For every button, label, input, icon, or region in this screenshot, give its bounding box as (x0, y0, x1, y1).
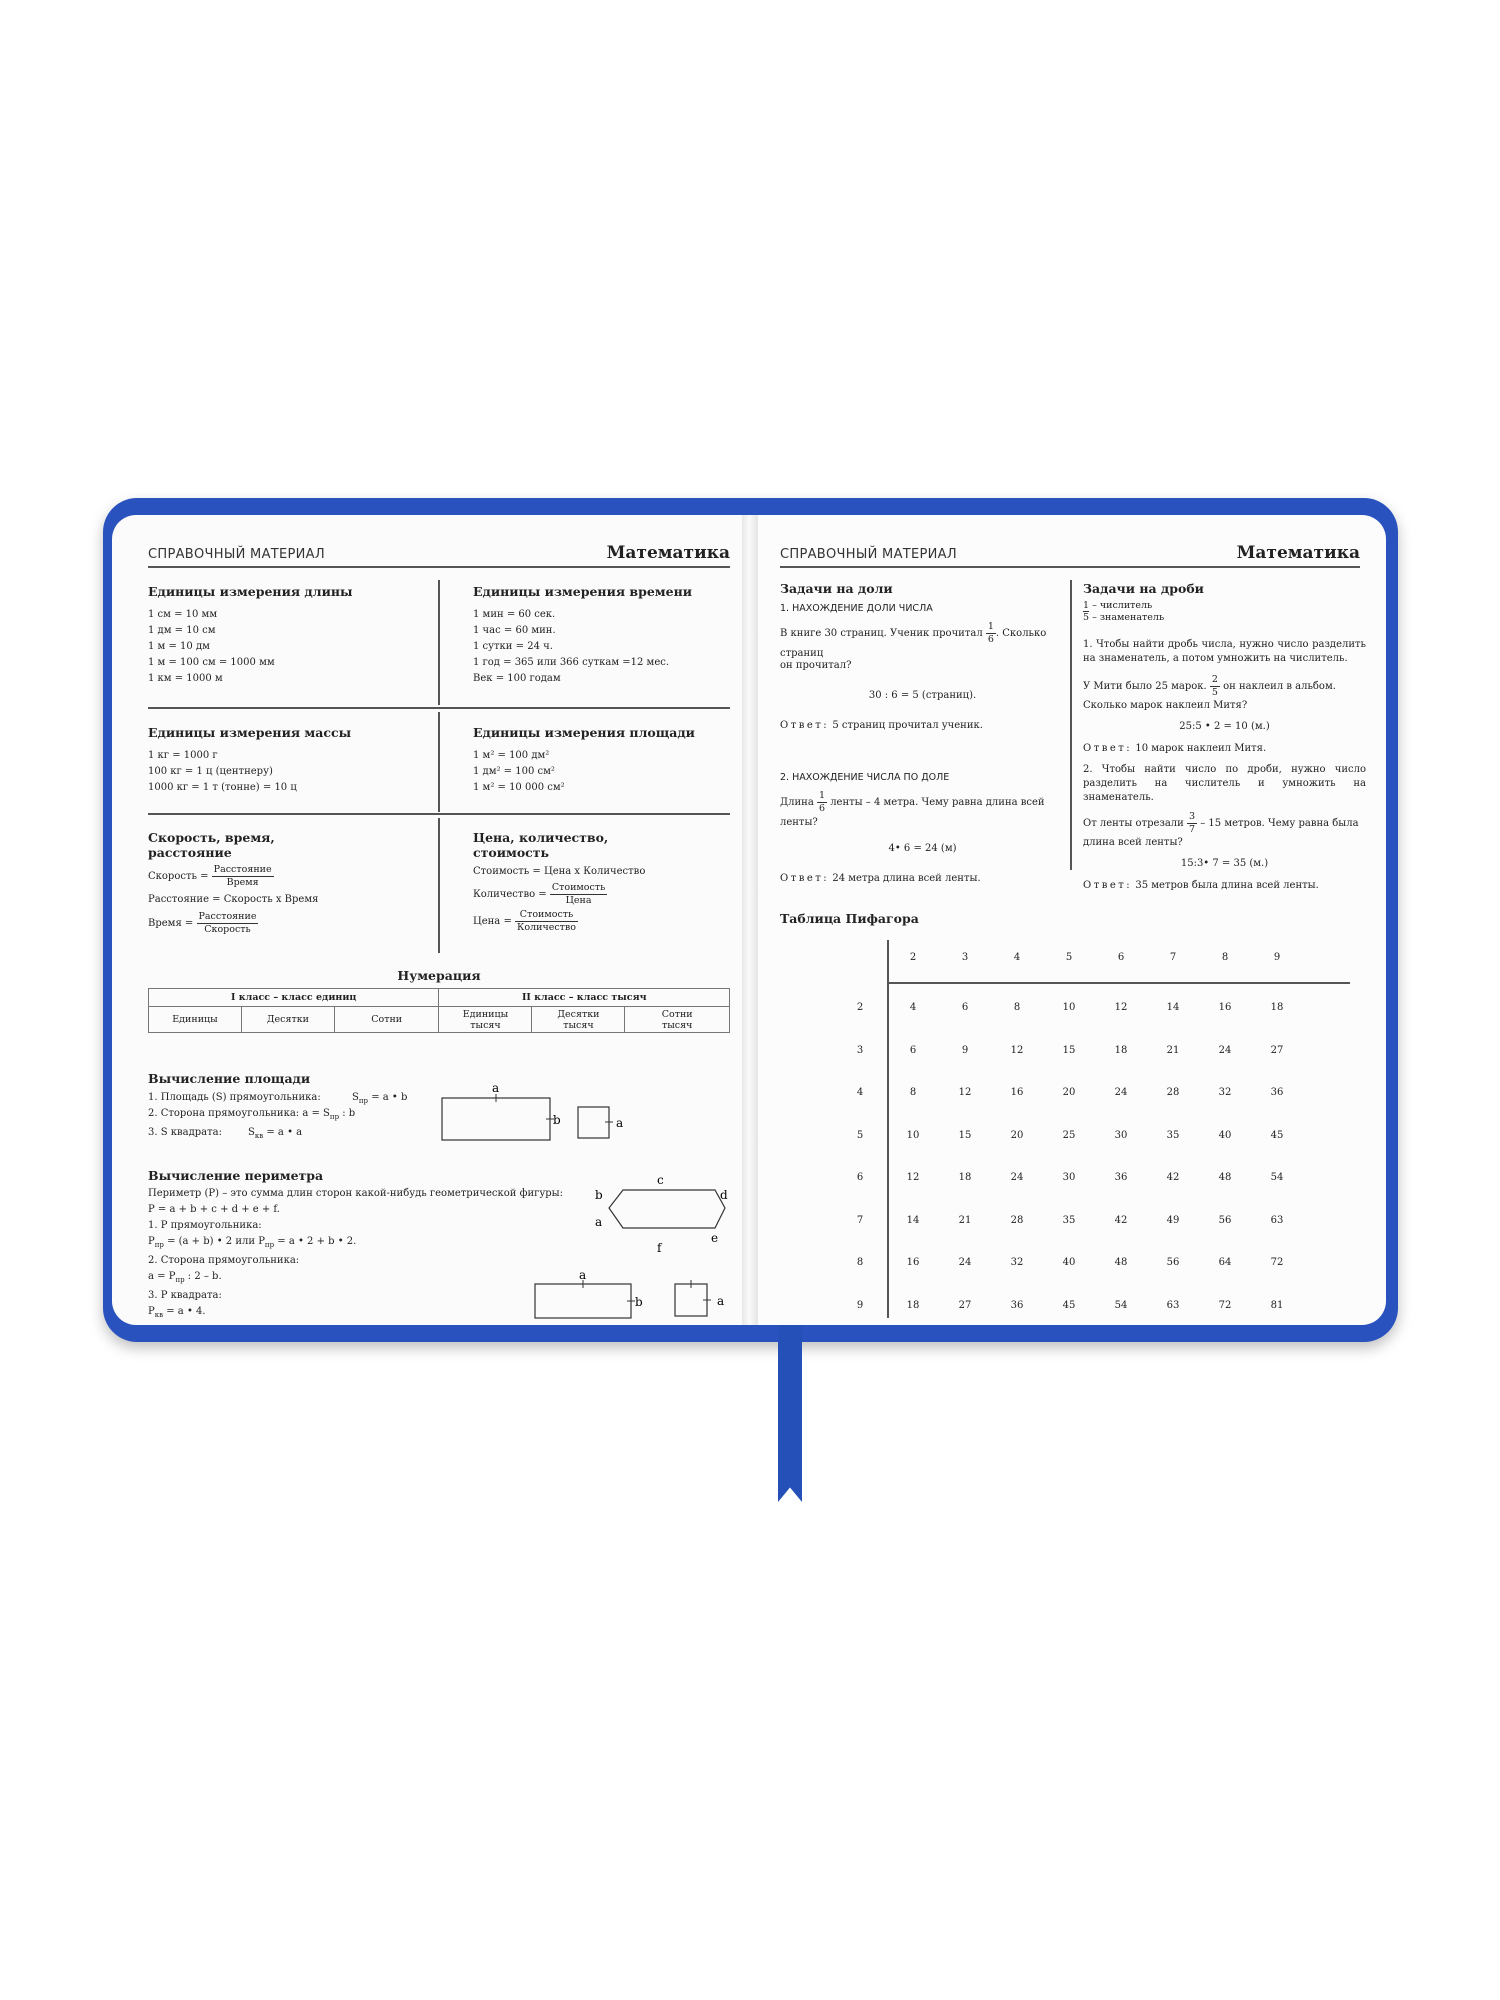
side-formula (148, 1269, 588, 1288)
symbol: P (148, 1306, 155, 1317)
quantity-formula (473, 882, 731, 907)
side-title: 2. Сторона прямоугольника: (148, 1255, 300, 1266)
product-cell: 42 (1166, 1172, 1180, 1183)
product-cell: 21 (1166, 1044, 1180, 1056)
fraction-legend (1083, 600, 1366, 624)
square-perimeter-formula (148, 1304, 588, 1323)
rank-cell: Десятки (241, 1007, 334, 1033)
product-cell: 12 (906, 1172, 920, 1183)
side-label: a (579, 1268, 587, 1282)
product-cell: 6 (961, 1002, 969, 1013)
rank-cell (439, 1007, 532, 1033)
text: a = P (148, 1271, 176, 1282)
unit-line: 1 сутки = 24 ч. (473, 641, 553, 652)
unit-line: 1 мин = 60 сек. (473, 609, 556, 620)
denominator: 6 (818, 803, 826, 814)
product-cell: 20 (1010, 1129, 1024, 1141)
formula-lhs: Цена = (473, 916, 512, 927)
problem-text (1083, 811, 1366, 850)
numerator: 1 (1083, 600, 1090, 611)
distance-formula: Расстояние = Скорость х Время (148, 894, 319, 905)
unit-line: 1000 кг = 1 т (тонне) = 10 ц (148, 782, 297, 793)
side-label: d (720, 1188, 728, 1202)
subsection-title: 1. НАХОЖДЕНИЕ ДОЛИ ЧИСЛА (780, 603, 933, 614)
fractions-block (1083, 581, 1366, 894)
product-cell: 10 (1062, 1002, 1076, 1013)
rectangle-shape (535, 1284, 631, 1318)
product-cell: 25 (1062, 1129, 1076, 1141)
side-label: b (635, 1295, 643, 1309)
product-cell: 18 (958, 1172, 972, 1183)
product-cell: 48 (1218, 1172, 1232, 1183)
fraction (197, 911, 259, 936)
text: 3. S квадрата: (148, 1127, 222, 1138)
text: = a • 2 + b • 2. (274, 1236, 357, 1247)
product-cell: 16 (1218, 1002, 1232, 1013)
subscript: кв (254, 1132, 264, 1140)
product-cell: 16 (1010, 1087, 1024, 1098)
product-cell: 21 (958, 1214, 972, 1226)
product-cell: 4 (909, 1002, 917, 1013)
unit-line: 1 дм = 10 см (148, 625, 216, 636)
section-title: Вычисление периметра (148, 1168, 324, 1183)
answer (780, 718, 1065, 734)
symbol: P (148, 1236, 155, 1247)
subscript: пр (264, 1241, 275, 1249)
denominator: Количество (517, 922, 577, 933)
unit-line: Век = 100 годам (473, 673, 561, 684)
formula-lhs: Время = (148, 918, 194, 929)
bookmark-ribbon[interactable] (778, 1320, 802, 1502)
product-cell: 30 (1114, 1129, 1128, 1141)
problem-text (780, 790, 1065, 831)
square-shape (675, 1284, 707, 1316)
side-label: a (717, 1294, 725, 1308)
denominator: 7 (1189, 824, 1196, 835)
product-cell: 36 (1010, 1299, 1024, 1311)
product-cell: 6 (909, 1044, 917, 1056)
area-calc-block (148, 1071, 448, 1141)
divider (438, 818, 440, 953)
right-header-rule (780, 566, 1360, 568)
rank-cell-line: Десятки (557, 1008, 600, 1020)
subscript: пр (154, 1241, 164, 1249)
speed-formula (148, 864, 428, 889)
legend-line (1083, 600, 1366, 612)
right-header-label: СПРАВОЧНЫЙ МАТЕРИАЛ (780, 547, 957, 562)
product-cell: 12 (958, 1087, 972, 1098)
section-title: Единицы измерения длины (148, 584, 353, 599)
fraction (817, 790, 827, 815)
subsection-title: 2. НАХОЖДЕНИЕ ЧИСЛА ПО ДОЛЕ (780, 772, 950, 783)
right-header-title: Математика (1236, 543, 1360, 563)
rank-cell: Единицы (149, 1007, 242, 1033)
text: = a • 4. (163, 1306, 206, 1317)
product-cell: 10 (906, 1129, 920, 1141)
row-header: 9 (856, 1299, 864, 1311)
cost-formula: Стоимость = Цена х Количество (473, 866, 646, 877)
solution: 25:5 • 2 = 10 (м.) (1179, 721, 1270, 732)
product-cell: 32 (1218, 1087, 1232, 1098)
side-label: e (711, 1231, 719, 1245)
definition: Периметр (P) – это сумма длин сторон какой-нибудь геометрической фигуры: (148, 1188, 563, 1199)
rank-cell: Сотни (334, 1007, 439, 1033)
text: 2. Сторона прямоугольника: a = S (148, 1108, 330, 1119)
area-units-block (473, 725, 731, 796)
product-cell: 24 (958, 1257, 972, 1268)
product-cell: 40 (1218, 1129, 1232, 1141)
price-formula (473, 909, 731, 934)
side-label: f (657, 1241, 662, 1255)
subscript: кв (154, 1311, 164, 1319)
text: – 15 метров. Чему равна была длина всей ленты? (1083, 818, 1359, 848)
square-perimeter-title: 3. P квадрата: (148, 1290, 222, 1301)
product-cell: 30 (1062, 1172, 1076, 1183)
numerator: Стоимость (551, 882, 606, 893)
column-header: 7 (1169, 952, 1177, 963)
product-cell: 64 (1218, 1257, 1232, 1268)
product-cell: 35 (1166, 1129, 1180, 1141)
rank-cell-line: Единицы (462, 1008, 509, 1020)
answer-label: Ответ: (780, 873, 830, 884)
rank-cell-line: тысяч (661, 1019, 693, 1031)
fraction (986, 621, 996, 646)
product-cell: 27 (958, 1299, 972, 1311)
row-header: 5 (856, 1129, 864, 1141)
perimeter-sum: P = a + b + c + d + e + f. (148, 1204, 280, 1215)
product-cell: 24 (1218, 1044, 1232, 1056)
table-axis-horizontal (887, 982, 1350, 984)
unit-line: 1 см = 10 мм (148, 609, 218, 620)
column-header: 6 (1117, 952, 1125, 963)
product-cell: 63 (1270, 1214, 1284, 1226)
time-units-block (473, 584, 731, 687)
text: = a • b (368, 1092, 408, 1103)
subscript: пр (175, 1276, 185, 1284)
section-rule (148, 707, 730, 709)
product-cell: 9 (961, 1044, 969, 1056)
text: ленты – 4 метра. Чему равна длина всей ленты? (780, 797, 1045, 828)
solution: 4• 6 = 24 (м) (888, 843, 957, 854)
product-cell: 36 (1114, 1172, 1128, 1183)
answer (1083, 878, 1366, 894)
side-label: c (657, 1173, 664, 1187)
square-area-line (148, 1125, 448, 1141)
product-cell: 28 (1166, 1087, 1180, 1098)
product-cell: 42 (1114, 1214, 1128, 1226)
product-cell: 15 (1062, 1044, 1076, 1056)
fraction (1187, 811, 1197, 836)
answer-label: Ответ: (1083, 880, 1133, 891)
product-cell: 35 (1062, 1214, 1076, 1226)
numeration-table (148, 988, 730, 1033)
product-cell: 16 (906, 1257, 920, 1268)
answer-label: Ответ: (780, 720, 830, 731)
product-cell: 45 (1062, 1299, 1076, 1311)
solution: 15:3• 7 = 35 (м.) (1180, 858, 1269, 869)
unit-line: 1 м² = 10 000 см² (473, 782, 565, 793)
area-formula (352, 1090, 407, 1109)
product-cell: 40 (1062, 1257, 1076, 1268)
rect-perimeter-formula (148, 1234, 588, 1253)
unit-line: 1 час = 60 мин. (473, 625, 556, 636)
legend-line (1083, 612, 1366, 624)
section-title: Единицы измерения массы (148, 725, 352, 740)
text: В книге 30 страниц. Ученик прочитал (780, 628, 983, 639)
hexagon-shape (609, 1190, 725, 1228)
product-cell: 18 (1270, 1002, 1284, 1013)
denominator: 6 (987, 634, 994, 645)
section-title: Единицы измерения времени (473, 584, 693, 599)
product-cell: 8 (909, 1087, 917, 1098)
length-units-block (148, 584, 428, 687)
unit-line: 1 год = 365 или 366 суткам =12 мес. (473, 657, 670, 668)
formula-lhs: Количество = (473, 889, 547, 900)
side-label: a (492, 1081, 500, 1095)
numerator: 3 (1189, 811, 1196, 822)
section-title-line: Цена, количество, (473, 830, 609, 845)
subscript: пр (329, 1113, 340, 1121)
denominator: Скорость (204, 924, 251, 935)
product-cell: 54 (1114, 1299, 1128, 1311)
product-cell: 24 (1114, 1087, 1128, 1098)
class-one-header: I класс – класс единиц (149, 989, 439, 1007)
product-cell: 18 (1114, 1044, 1128, 1056)
row-header: 7 (856, 1214, 864, 1226)
section-title: Вычисление площади (148, 1071, 311, 1086)
section-title-line: расстояние (148, 845, 232, 860)
row-header: 6 (856, 1172, 864, 1183)
shares-block (780, 581, 1065, 887)
pythagoras-table (840, 940, 1310, 1320)
unit-line: 1 кг = 1000 г (148, 750, 218, 761)
text: = (a + b) • 2 или P (163, 1236, 265, 1247)
text: Длина (780, 797, 814, 808)
product-cell: 12 (1114, 1002, 1128, 1013)
page-gutter (742, 515, 758, 1325)
column-header: 4 (1013, 952, 1021, 963)
symbol: S (248, 1127, 255, 1138)
fraction (1210, 674, 1220, 699)
rectangle-shape (442, 1098, 550, 1140)
rank-cell-line: Сотни (661, 1008, 693, 1020)
rect-perimeter-title: 1. P прямоугольника: (148, 1220, 262, 1231)
divider (438, 712, 440, 812)
rule-text: 1. Чтобы найти дробь числа, нужно число разделить на знаменатель, а потом умножить на числитель. (1083, 639, 1366, 664)
product-cell: 72 (1270, 1257, 1284, 1268)
solution: 30 : 6 = 5 (страниц). (868, 690, 977, 701)
answer (780, 871, 1065, 887)
square-shape (578, 1107, 609, 1138)
text: – знаменатель (1092, 612, 1165, 623)
rank-cell (532, 1007, 625, 1033)
fraction (212, 864, 274, 889)
side-label: b (595, 1188, 603, 1202)
answer-text: 10 марок наклеил Митя. (1135, 743, 1267, 754)
denominator: Время (226, 877, 259, 888)
text: От ленты отрезали (1083, 818, 1184, 829)
row-header: 2 (856, 1002, 864, 1013)
numerator: 1 (818, 790, 826, 801)
formula-lhs: Скорость = (148, 871, 209, 882)
product-cell: 14 (906, 1214, 920, 1226)
left-header-rule (148, 566, 730, 568)
rule-text: 2. Чтобы найти число по дроби, нужно число разделить на числитель и умножить на знаменатель. (1083, 764, 1366, 803)
divider (438, 580, 440, 705)
symbol: S (352, 1092, 359, 1103)
product-cell: 27 (1270, 1044, 1284, 1056)
product-cell: 36 (1270, 1087, 1284, 1098)
product-cell: 56 (1218, 1214, 1232, 1226)
time-formula (148, 911, 428, 936)
side-label: a (595, 1215, 603, 1229)
product-cell: 48 (1114, 1257, 1128, 1268)
product-cell: 18 (906, 1299, 920, 1311)
unit-line: 1 км = 1000 м (148, 673, 223, 684)
product-cell: 49 (1166, 1214, 1180, 1226)
row-header: 4 (856, 1087, 864, 1098)
rank-cell-line: тысяч (470, 1019, 501, 1031)
product-cell: 15 (958, 1129, 972, 1141)
column-header: 8 (1221, 952, 1229, 963)
fraction (515, 909, 578, 934)
row-header: 8 (856, 1257, 864, 1268)
side-label: a (616, 1116, 624, 1130)
numeration-title: Нумерация (397, 968, 481, 983)
unit-line: 1 м = 10 дм (148, 641, 210, 652)
denominator: Цена (565, 895, 592, 906)
product-cell: 20 (1062, 1087, 1076, 1098)
divider (1070, 580, 1072, 870)
price-block (473, 830, 731, 934)
column-header: 3 (961, 952, 969, 963)
square-formula (248, 1125, 302, 1144)
section-rule (148, 813, 730, 815)
unit-line: 1 м = 100 см = 1000 мм (148, 657, 275, 668)
denominator: 5 (1083, 612, 1090, 623)
text: : 2 – b. (184, 1271, 222, 1282)
section-title: Задачи на доли (780, 581, 893, 596)
section-title: Единицы измерения площади (473, 725, 695, 740)
speed-block (148, 830, 428, 936)
product-cell: 45 (1270, 1129, 1284, 1141)
hexagon-diagram (595, 1172, 730, 1262)
text: У Мити было 25 марок. (1083, 681, 1207, 692)
area-line (148, 1090, 448, 1106)
section-title-line: Скорость, время, (148, 830, 275, 845)
answer-label: Ответ: (1083, 743, 1133, 754)
product-cell: 12 (1010, 1044, 1024, 1056)
answer-text: 5 страниц прочитал ученик. (832, 720, 983, 731)
answer-text: 24 метра длина всей ленты. (832, 873, 981, 884)
product-cell: 54 (1270, 1172, 1284, 1183)
unit-line: 100 кг = 1 ц (центнеру) (148, 766, 273, 777)
subscript: пр (358, 1097, 369, 1105)
text: 1. Площадь (S) прямоугольника: (148, 1092, 321, 1103)
numerator: Расстояние (198, 911, 257, 922)
text: : b (339, 1108, 356, 1119)
side-label: b (553, 1113, 561, 1127)
left-header-title: Математика (606, 543, 730, 563)
numerator: 2 (1211, 674, 1218, 685)
numerator: 1 (987, 621, 994, 632)
text: = a • a (263, 1127, 303, 1138)
text: . Сколько страниц (780, 628, 1047, 659)
numerator: Стоимость (515, 909, 578, 922)
numerator: Расстояние (213, 864, 272, 875)
product-cell: 14 (1166, 1002, 1180, 1013)
perimeter-shapes-diagram (530, 1268, 730, 1323)
product-cell: 8 (1013, 1002, 1021, 1013)
column-header: 2 (909, 952, 917, 963)
area-shapes-diagram (435, 1080, 635, 1150)
unit-line: 1 дм² = 100 см² (473, 766, 555, 777)
table-axis-vertical (887, 940, 889, 1318)
product-cell: 63 (1166, 1299, 1180, 1311)
answer-text: 35 метров была длина всей ленты. (1135, 880, 1319, 891)
row-header: 3 (856, 1044, 864, 1056)
problem-text (1083, 674, 1366, 713)
rank-cell-line: тысяч (563, 1019, 594, 1031)
denominator: 5 (1211, 687, 1218, 698)
section-title-line: стоимость (473, 845, 550, 860)
product-cell: 32 (1010, 1257, 1024, 1268)
rank-cell (625, 1007, 730, 1033)
text: он наклеил в альбом. Сколько марок наклеил Митя? (1083, 681, 1336, 711)
answer (1083, 741, 1366, 757)
section-title: Задачи на дроби (1083, 581, 1204, 596)
column-header: 9 (1273, 952, 1281, 963)
problem-text (780, 621, 1065, 662)
problem-text: он прочитал? (780, 660, 852, 671)
mass-units-block (148, 725, 428, 796)
product-cell: 81 (1270, 1299, 1284, 1311)
product-cell: 72 (1218, 1299, 1232, 1311)
pythagoras-title: Таблица Пифагора (780, 911, 919, 926)
fraction (550, 882, 607, 907)
unit-line: 1 м² = 100 дм² (473, 750, 550, 761)
product-cell: 56 (1166, 1257, 1180, 1268)
product-cell: 28 (1010, 1214, 1024, 1226)
text: – числитель (1092, 600, 1153, 611)
column-header: 5 (1065, 952, 1073, 963)
left-header-label: СПРАВОЧНЫЙ МАТЕРИАЛ (148, 547, 325, 562)
perimeter-block (148, 1168, 588, 1323)
class-two-header: II класс – класс тысяч (439, 989, 730, 1007)
product-cell: 24 (1010, 1172, 1024, 1183)
